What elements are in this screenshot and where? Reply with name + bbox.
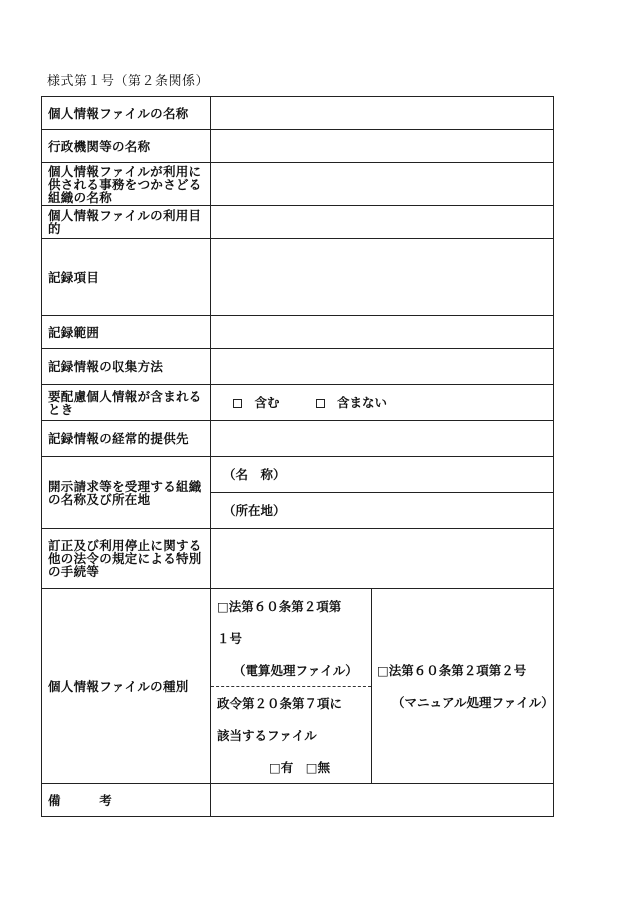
form-title: 様式第１号（第２条関係） (47, 74, 210, 89)
value-disclosure-name[interactable] (211, 457, 554, 493)
label-disclosure-org: 開示請求等を受理する組織の名称及び所在地 (42, 457, 211, 529)
label-collection-method: 記録情報の収集方法 (42, 349, 211, 385)
disclosure-name-label: （名 称） (223, 467, 286, 482)
value-record-scope[interactable] (211, 316, 554, 349)
value-recipients[interactable] (211, 421, 554, 457)
value-agency-name[interactable] (211, 130, 554, 163)
file-kind-cell (211, 589, 554, 784)
label-file-name: 個人情報ファイルの名称 (42, 97, 211, 130)
value-purpose[interactable] (211, 206, 554, 239)
label-purpose: 個人情報ファイルの利用目的 (42, 206, 211, 239)
value-file-name[interactable] (211, 97, 554, 130)
label-correction-procedures: 訂正及び利用停止に関する他の法令の規定による特別の手続等 (42, 529, 211, 589)
option-excludes-label: 含まない (337, 395, 388, 410)
checkbox-icon[interactable] (316, 399, 325, 408)
label-agency-name: 行政機関等の名称 (42, 130, 211, 163)
checkbox-icon[interactable] (233, 399, 242, 408)
label-org-name: 個人情報ファイルが利用に供される事務をつかさどる組織の名称 (42, 163, 211, 206)
sensitive-options (211, 385, 554, 421)
value-collection-method[interactable] (211, 349, 554, 385)
kind-b-line2: 該当するファイル (217, 728, 317, 743)
kind-c-line2: （マニュアル処理ファイル） (392, 695, 554, 710)
kind-b-line3[interactable]: □有 □無 (269, 760, 331, 775)
kind-c-line1[interactable]: □法第６０条第２項第２号 (377, 663, 527, 678)
label-record-scope: 記録範囲 (42, 316, 211, 349)
personal-info-file-form (41, 96, 554, 817)
label-file-kind: 個人情報ファイルの種別 (42, 589, 211, 784)
option-includes[interactable] (233, 396, 280, 409)
kind-a-line1[interactable]: □法第６０条第２項第 (217, 599, 342, 614)
value-org-name[interactable] (211, 163, 554, 206)
kind-b-line1: 政令第２０条第７項に (217, 696, 343, 711)
value-record-items[interactable] (211, 239, 554, 316)
option-excludes[interactable] (316, 396, 388, 409)
label-record-items: 記録項目 (42, 239, 211, 316)
value-disclosure-address[interactable] (211, 493, 554, 529)
kind-manual-section (371, 589, 553, 783)
disclosure-address-label: （所在地） (223, 503, 286, 518)
value-remarks[interactable] (211, 784, 554, 817)
kind-a-line2: １号 (217, 631, 243, 646)
kind-a-line3: （電算処理ファイル） (233, 663, 358, 678)
label-recipients: 記録情報の経常的提供先 (42, 421, 211, 457)
label-sensitive-info: 要配慮個人情報が含まれるとき (42, 385, 211, 421)
value-correction-procedures[interactable] (211, 529, 554, 589)
option-includes-label: 含む (254, 395, 280, 410)
label-remarks: 備 考 (42, 784, 211, 817)
